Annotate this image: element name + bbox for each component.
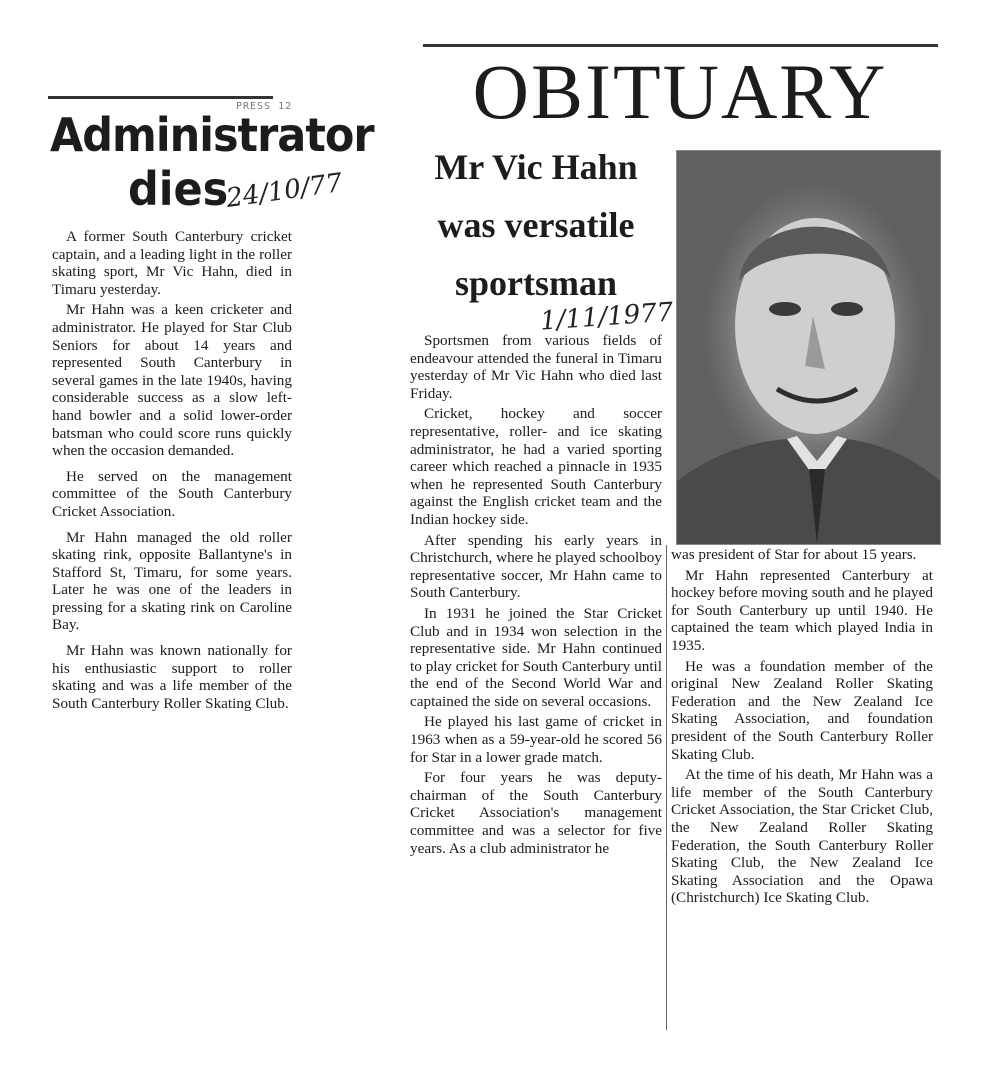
left-paragraph: Mr Hahn was known nationally for his enthusiastic support to roller skating and was a life member of the South Canterbury Roller Skating Club. <box>52 642 292 712</box>
right-paragraph: was president of Star for about 15 years. <box>671 546 917 563</box>
portrait-drawing <box>677 151 940 544</box>
obituary-masthead: OBITUARY <box>472 48 888 135</box>
column-divider <box>666 545 667 1030</box>
right-headline-line2: was versatile <box>437 205 635 245</box>
left-handwritten-date: 24/10/77 <box>224 168 345 214</box>
left-headline-line2: dies <box>128 163 229 217</box>
left-article-body <box>52 228 292 715</box>
right-paragraph: After spending his early years in Christchurch, where he played schoolboy representative soccer, Mr Hahn came to South Canterbury. <box>410 531 662 602</box>
right-headline-line1: Mr Vic Hahn <box>434 147 638 187</box>
press-stamp: PRESS 12 <box>236 101 293 112</box>
right-paragraph: In 1931 he joined the Star Cricket Club and in 1934 won selection in the representative side. Mr Hahn continued to play cricket for South Canterbury until the end of the Second World War and captained the side on several occasions. <box>410 604 662 710</box>
left-paragraph: Mr Hahn was a keen cricketer and administrator. He played for Star Club Seniors for about 14 years and represented South Canterbury in several games in the late 1940s, having considerable success as a slow left-hand bowler and a solid lower-order batsman who could score runs quickly when the occasion demanded. <box>52 301 292 460</box>
left-paragraph: Mr Hahn managed the old roller skating rink, opposite Ballantyne's in Stafford St, Timaru, for some years. Later he was one of the leaders in pressing for a skating rink on Caroline Bay. <box>52 528 292 634</box>
right-paragraph: For four years he was deputy-chairman of the South Canterbury Cricket Association's management committee and was a selector for five years. As a club administrator he <box>410 769 662 857</box>
right-paragraph: At the time of his death, Mr Hahn was a life member of the South Canterbury Cricket Association, the Star Cricket Club, the New Zealand Roller Skating Federation, the South Canterbury Roller Skating Club, the New Zealand Ice Skating Association and the Opawa (Christchurch) Ice Skating Club. <box>671 766 933 907</box>
left-headline-line1: Administrator <box>50 109 374 163</box>
left-paragraph: He served on the management committee of the South Canterbury Cricket Association. <box>52 467 292 520</box>
right-headline-line3: sportsman <box>454 263 618 303</box>
right-paragraph: Sportsmen from various fields of endeavour attended the funeral in Timaru yesterday of Mr Vic Hahn who died last Friday. <box>410 332 662 402</box>
right-column-1 <box>410 332 662 860</box>
right-paragraph: He played his last game of cricket in 1963 when as a 59-year-old he scored 56 for Star in a lower grade match. <box>410 713 662 766</box>
left-paragraph: A former South Canterbury cricket captain, and a leading light in the roller skating sport, Mr Vic Hahn, died in Timaru yesterday. <box>52 228 292 298</box>
right-paragraph: Mr Hahn represented Canterbury at hockey before moving south and he played for South Canterbury up until 1940. He captained the team which played India in 1935. <box>671 566 933 654</box>
right-top-rule <box>423 44 938 47</box>
right-handwritten-date: 1/11/1977 <box>539 297 675 337</box>
right-paragraph: He was a foundation member of the original New Zealand Roller Skating Federation and the New Zealand Ice Skating Association, and foundation president of the South Canterbury Roller Skating Club. <box>671 657 933 763</box>
portrait-photo <box>676 150 941 545</box>
left-top-rule <box>48 96 273 99</box>
right-paragraph: Cricket, hockey and soccer representative, roller- and ice skating administrator, he had a varied sporting career which reached a pinnacle in 1935 when he represented South Canterbury against the English cricket team and the Indian hockey side. <box>410 405 662 528</box>
right-column-2 <box>671 546 933 910</box>
